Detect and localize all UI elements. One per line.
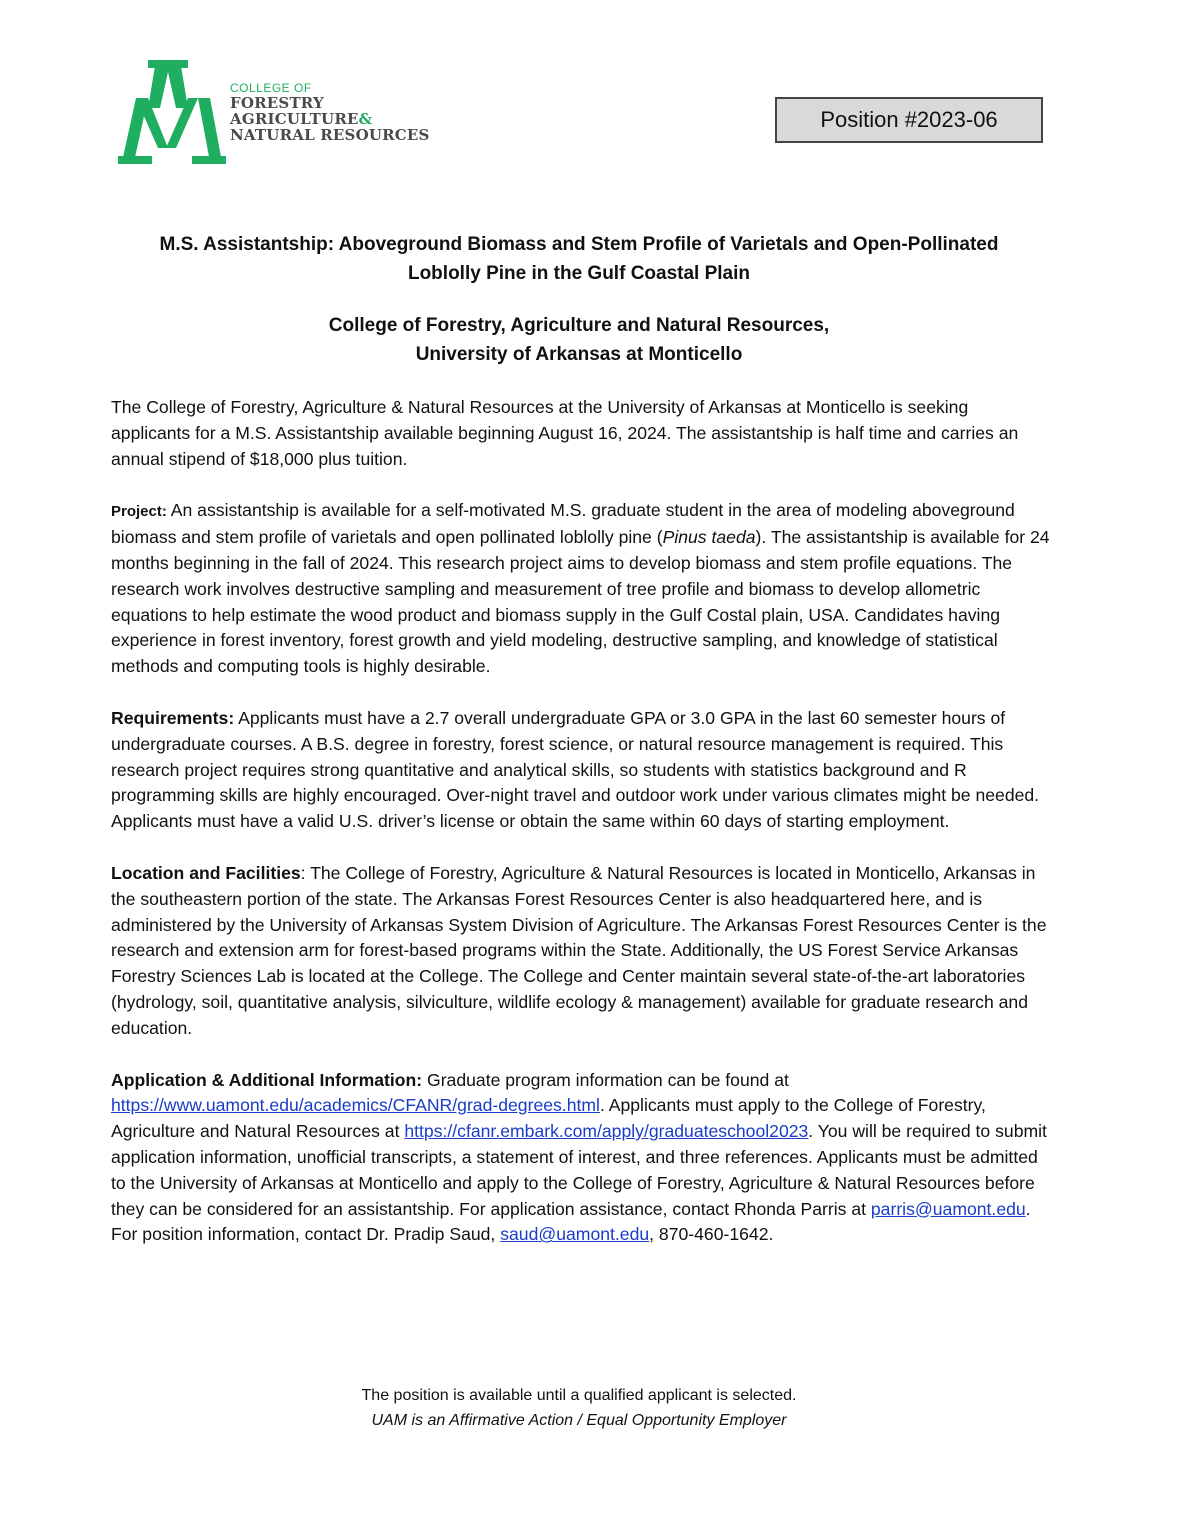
requirements-paragraph: [111, 706, 1051, 835]
parris-email-link[interactable]: parris@uamont.edu: [870, 1198, 1026, 1219]
application-paragraph: [111, 1068, 1051, 1249]
application-text-d: . For position information, contact Dr. Pradip Saud,: [111, 1198, 1031, 1245]
apply-link[interactable]: https://cfanr.embark.com/apply/graduateschool2023: [404, 1121, 809, 1142]
college-line-1: College of Forestry, Agriculture and Natural Resources,: [328, 315, 830, 336]
requirements-label: Requirements:: [111, 707, 235, 728]
application-text-a: Graduate program information can be found at: [422, 1069, 789, 1090]
intro-paragraph: The College of Forestry, Agriculture & Natural Resources at the University of Arkansas at Monticello is seeking applicants for a M.S. Assistantship available beginning August 16, 2024. The assistantship is half time and carries an annual stipend of $18,000 plus tuition.: [111, 397, 1019, 469]
uam-monogram-icon: [118, 58, 226, 166]
location-label: Location and Facilities: [111, 862, 301, 883]
title-line-2: Loblolly Pine in the Gulf Coastal Plain: [407, 263, 751, 284]
location-text: : The College of Forestry, Agriculture & Natural Resources is located in Monticello, Arkansas in the southeastern portion of the state. The Arkansas Forest Resources Center is also headquartered here, and is administered by the University of Arkansas System Division of Agriculture. The Arkansas Forest Resources Center is the research and extension arm for forest-based programs within the State. Additionally, the US Forest Service Arkansas Forestry Sciences Lab is located at the College. The College and Center maintain several state-of-the-art laboratories (hydrology, soil, quantitative analysis, silviculture, wildlife ecology & management) available for graduate research and education.: [111, 862, 1047, 1038]
college-logo: [118, 58, 463, 166]
logo-college-of: COLLEGE OF: [230, 81, 312, 95]
project-label: Project:: [111, 503, 167, 521]
eeo-statement: UAM is an Affirmative Action / Equal Opportunity Employer: [371, 1412, 787, 1429]
application-text-c: . You will be required to submit application information, unofficial transcripts, a statement of interest, and three references. Applicants must be admitted to the University of Arkansas at Monticello and apply to the College of Forestry, Agriculture & Natural Resources before they can be considered for an assistantship. For application assistance, contact Rhonda Parris at: [111, 1121, 1047, 1219]
title-line-1: M.S. Assistantship: Aboveground Biomass and Stem Profile of Varietals and Open-Pollinated: [159, 234, 999, 255]
logo-agriculture: AGRICULTURE: [230, 110, 359, 128]
project-text-b: ). The assistantship is available for 24 months beginning in the fall of 2024. This research project aims to develop biomass and stem profile equations. The research work involves destructive sampling and measurement of tree profile and biomass to develop allometric equations to help estimate the wood product and biomass supply in the Gulf Costal plain, USA. Candidates having experience in forest inventory, forest growth and yield modeling, destructive sampling, and knowledge of statistical methods and computing tools is highly desirable.: [111, 527, 1050, 677]
logo-natural-resources: NATURAL RESOURCES: [230, 126, 430, 144]
application-text-b: . Applicants must apply to the College of Forestry, Agriculture and Natural Resources at: [111, 1095, 986, 1142]
college-line-2: University of Arkansas at Monticello: [415, 344, 743, 365]
availability-note: The position is available until a qualified applicant is selected.: [361, 1387, 797, 1404]
document-body: [111, 395, 1051, 1274]
footer: [110, 1383, 1048, 1433]
location-paragraph: [111, 861, 1051, 1042]
application-label: Application & Additional Information:: [111, 1069, 423, 1090]
requirements-text: Applicants must have a 2.7 overall undergraduate GPA or 3.0 GPA in the last 60 semester hours of undergraduate courses. A B.S. degree in forestry, forest science, or natural resource management is required. This research project requires strong quantitative and analytical skills, so students with statistics background and R programming skills are highly encouraged. Over-night travel and outdoor work under various climates might be needed. Applicants must have a valid U.S. driver’s license or obtain the same within 60 days of starting employment.: [111, 707, 1040, 832]
project-paragraph: [111, 498, 1051, 680]
species-name: Pinus taeda: [662, 527, 756, 548]
page-title: [110, 230, 1048, 288]
college-heading: [110, 311, 1048, 369]
logo-ampersand: &: [358, 110, 373, 128]
application-text-e: , 870-460-1642.: [649, 1224, 774, 1245]
project-text-a: An assistantship is available for a self-motivated M.S. graduate student in the area of modeling aboveground biomass and stem profile of varietals and open pollinated loblolly pine (: [111, 500, 1015, 548]
logo-forestry: FORESTRY: [230, 94, 324, 112]
grad-degrees-link[interactable]: https://www.uamont.edu/academics/CFANR/grad-degrees.html: [111, 1095, 600, 1116]
position-number: Position #2023-06: [775, 97, 1043, 143]
saud-email-link[interactable]: saud@uamont.edu: [500, 1224, 650, 1245]
